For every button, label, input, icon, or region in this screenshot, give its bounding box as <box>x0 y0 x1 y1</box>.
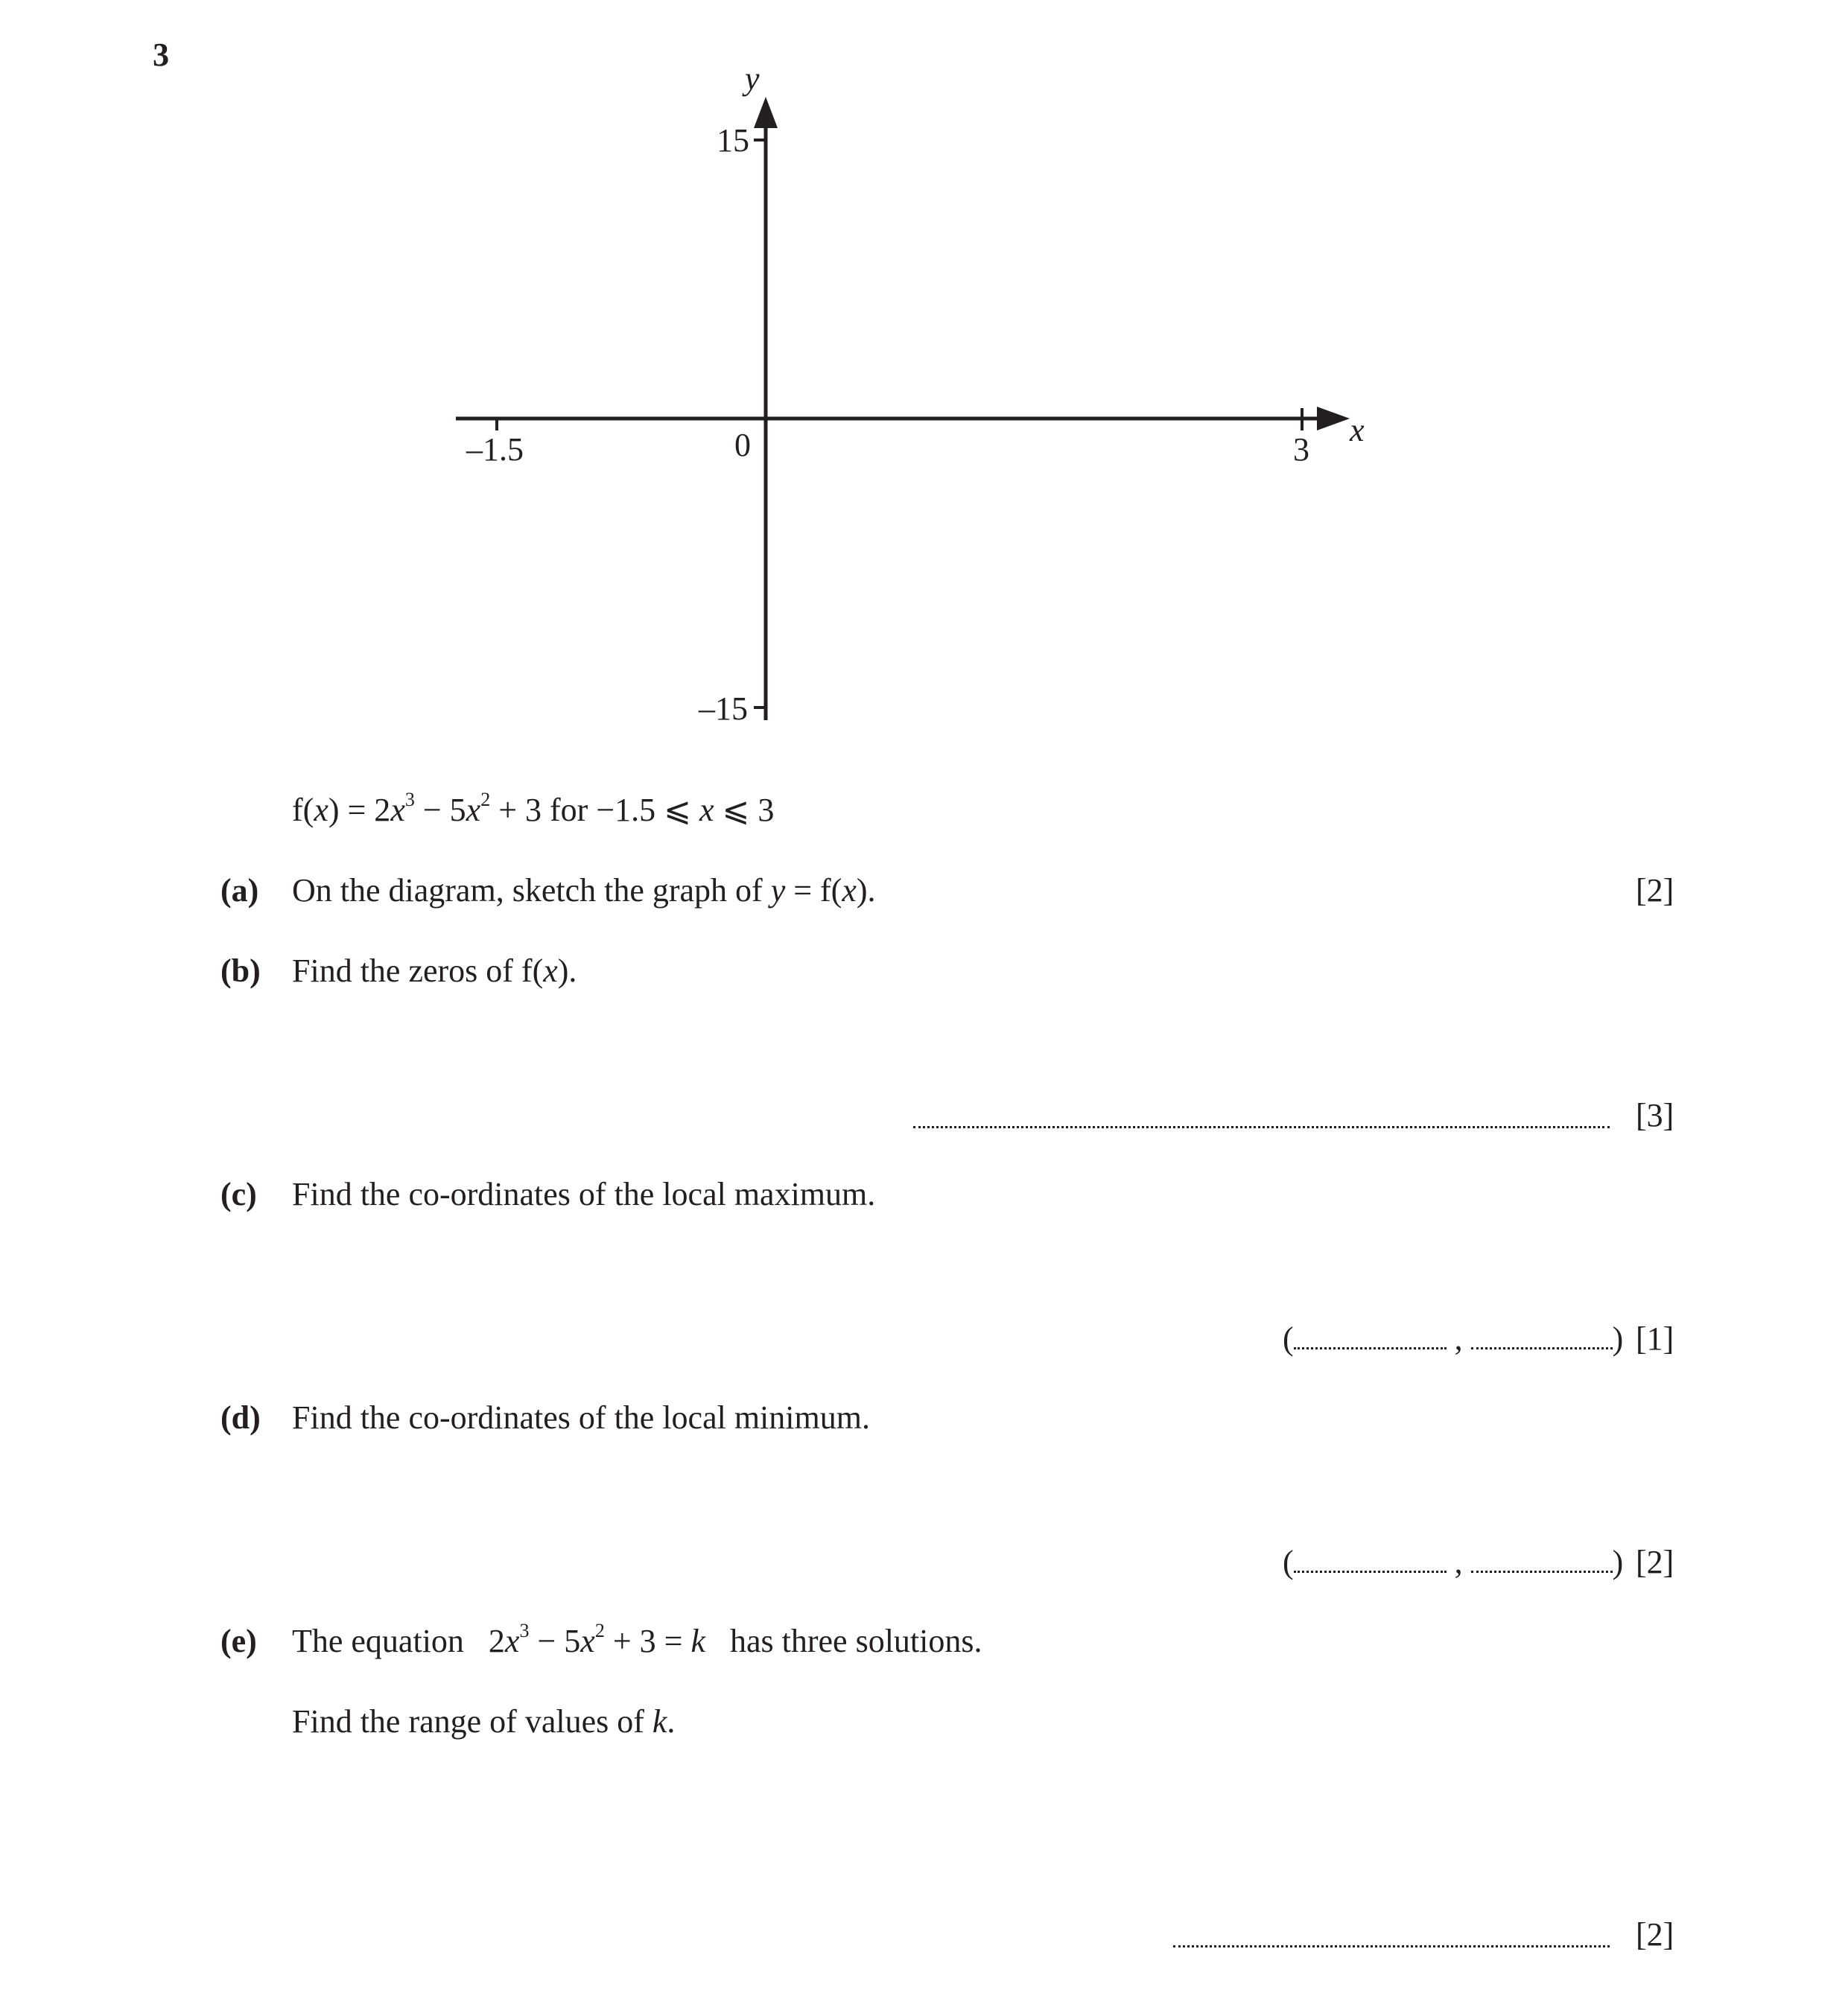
part-e-marks: [2] <box>1636 1916 1674 1953</box>
fd-le2: ⩽ <box>722 792 750 828</box>
part-e-plus: + 3 = <box>604 1623 691 1659</box>
part-b-label: (b) <box>220 953 261 989</box>
part-a-text <box>292 874 876 907</box>
fd-mid: ) = 2 <box>328 792 391 828</box>
question-number: 3 <box>153 36 169 73</box>
part-e-x1: x <box>504 1623 520 1659</box>
y-tick-label-15: 15 <box>717 122 749 159</box>
part-e-line2-after: . <box>667 1703 676 1740</box>
part-b-text-after: ). <box>557 953 577 989</box>
x-tick-label-3: 3 <box>1293 431 1309 468</box>
x-tick-label-minus-1-5: –1.5 <box>466 431 524 468</box>
part-e-line2-before: Find the range of values of <box>292 1703 652 1740</box>
fd-minus: − 5 <box>414 792 466 828</box>
part-a-text-before: On the diagram, sketch the graph of <box>292 872 771 909</box>
fd-var2: x <box>390 792 405 828</box>
part-d-close: ) <box>1612 1544 1624 1580</box>
part-a-y: y <box>770 872 786 909</box>
part-b-text <box>292 955 577 988</box>
part-c-label: (c) <box>220 1176 257 1212</box>
part-a-text-after: ). <box>856 872 876 909</box>
part-e-exp2: 2 <box>594 1620 605 1641</box>
x-axis-label: x <box>1350 412 1365 448</box>
fd-var3: x <box>466 792 481 828</box>
part-b-text-before: Find the zeros of f( <box>292 953 544 989</box>
part-d-comma: , <box>1446 1544 1471 1580</box>
part-e-exp1: 3 <box>519 1620 530 1641</box>
part-c-text: Find the co-ordinates of the local maximum. <box>292 1176 876 1212</box>
part-e-k: k <box>690 1623 705 1659</box>
part-a-x: x <box>842 872 857 909</box>
axes-diagram <box>0 0 1848 745</box>
part-c-close: ) <box>1612 1320 1624 1357</box>
part-d-x-field[interactable] <box>1294 1548 1447 1573</box>
part-e-line2 <box>292 1705 675 1738</box>
fd-var: x <box>314 792 328 828</box>
part-e-text-before: The equation 2 <box>292 1623 505 1659</box>
part-d-text: Find the co-ordinates of the local minimum. <box>292 1399 870 1436</box>
part-a-text-mid: = f( <box>785 872 842 909</box>
part-e-x2: x <box>580 1623 595 1659</box>
part-d-label: (d) <box>220 1399 261 1436</box>
part-e-answer-line[interactable] <box>1173 1923 1610 1951</box>
fd-exp2: 2 <box>480 789 491 810</box>
part-c-open: ( <box>1283 1320 1294 1357</box>
part-a-marks: [2] <box>1636 872 1674 909</box>
part-c-marks: [1] <box>1636 1320 1674 1357</box>
fd-prefix: f( <box>292 792 314 828</box>
part-a-label: (a) <box>220 872 259 909</box>
part-c-comma: , <box>1446 1320 1471 1357</box>
y-axis-arrowhead <box>754 97 778 128</box>
part-b-marks: [3] <box>1636 1097 1674 1133</box>
part-c-answer <box>1283 1320 1624 1357</box>
fd-var4: x <box>691 792 723 828</box>
part-e-text <box>292 1620 982 1659</box>
y-tick-label-minus-15: –15 <box>699 690 748 727</box>
part-e-text-after: has three solutions. <box>705 1623 982 1659</box>
part-c-y-field[interactable] <box>1471 1325 1613 1349</box>
part-b-x: x <box>543 953 558 989</box>
y-axis-label: y <box>745 60 760 97</box>
fd-end: 3 <box>749 792 775 828</box>
fd-exp1: 3 <box>404 789 415 810</box>
part-e-k2: k <box>652 1703 667 1740</box>
function-definition <box>292 789 775 828</box>
x-axis-arrowhead <box>1317 407 1350 430</box>
part-c-x-field[interactable] <box>1294 1325 1447 1349</box>
part-d-answer <box>1283 1546 1623 1579</box>
part-d-y-field[interactable] <box>1471 1548 1613 1573</box>
fd-plus: + 3 for −1.5 <box>490 792 664 828</box>
origin-label: 0 <box>734 427 751 463</box>
part-d-open: ( <box>1283 1544 1294 1580</box>
part-b-answer-line[interactable] <box>913 1104 1610 1132</box>
part-e-minus: − 5 <box>529 1623 581 1659</box>
part-d-marks: [2] <box>1636 1544 1674 1580</box>
part-e-label: (e) <box>220 1623 257 1659</box>
fd-le1: ⩽ <box>664 792 692 828</box>
